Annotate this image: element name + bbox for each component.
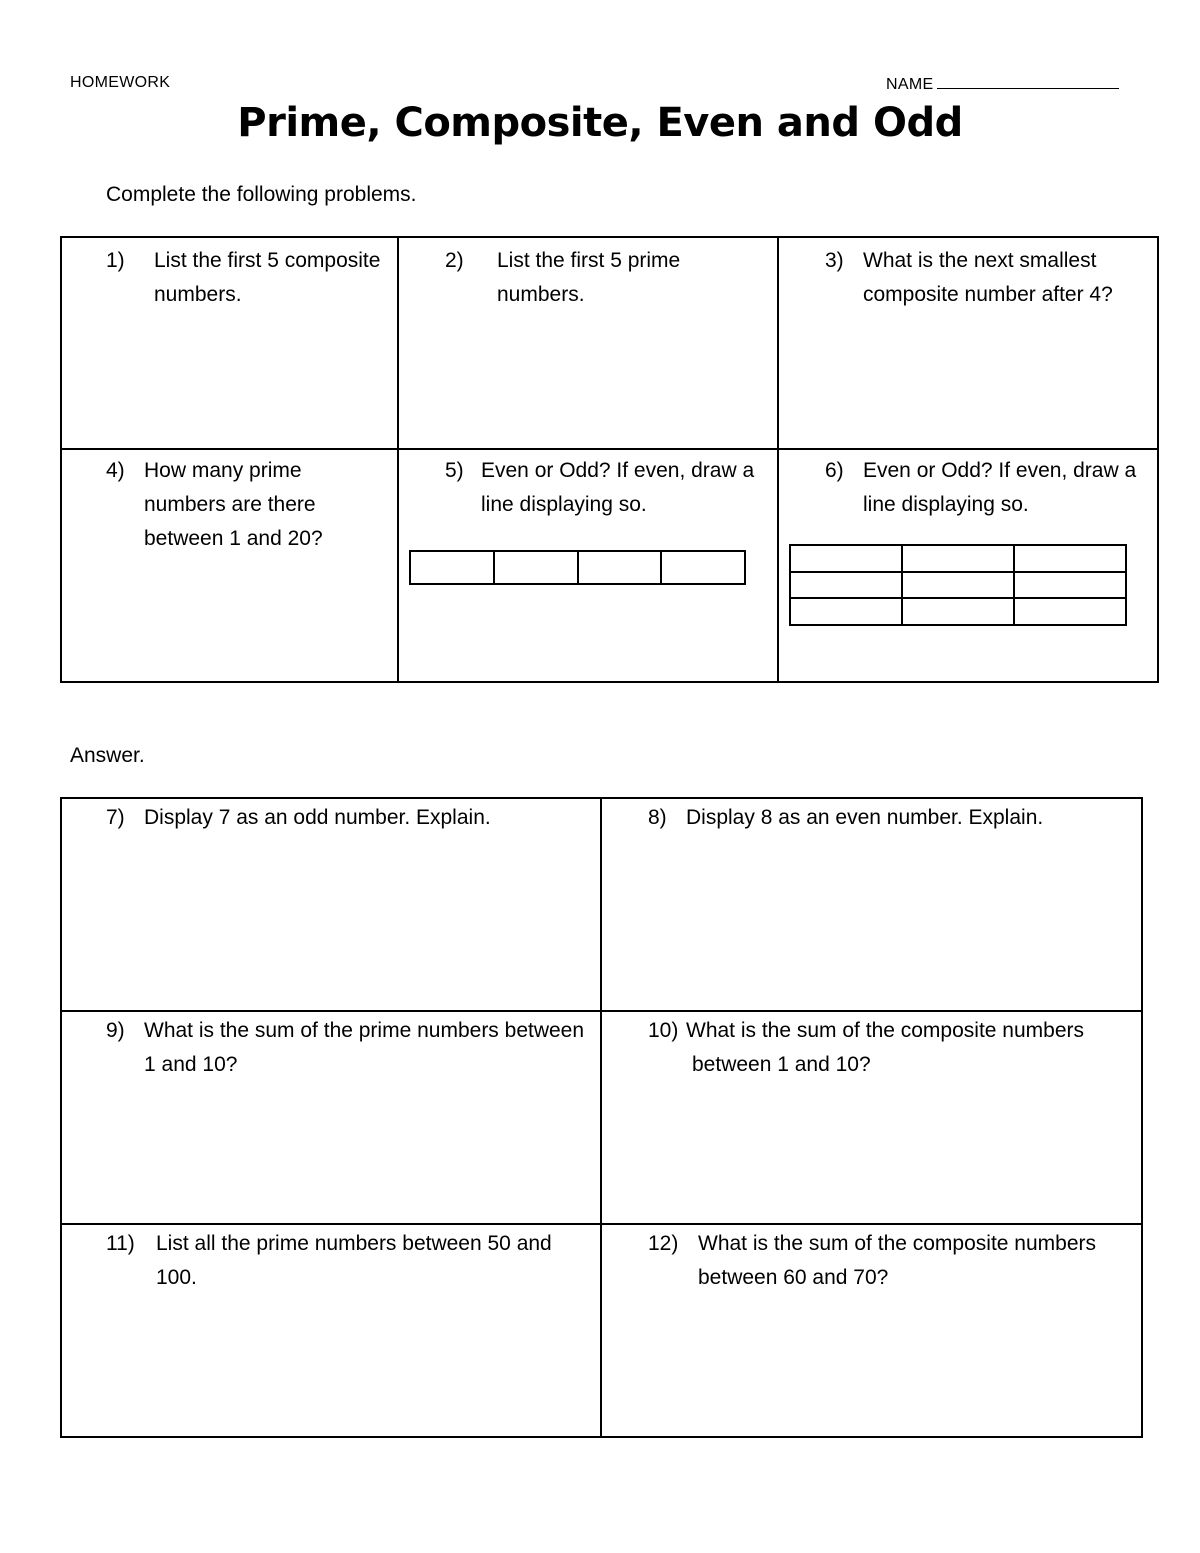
problems-table-top [60, 236, 1159, 683]
grid-cell[interactable] [790, 572, 902, 599]
grid-cell[interactable] [1014, 572, 1126, 599]
problem-number: 5) [445, 459, 464, 482]
problem-cell-12[interactable] [601, 1224, 1142, 1437]
problem-cell-9[interactable] [61, 1011, 601, 1224]
problem-text: Even or Odd? If even, draw a line displaying so. [863, 459, 1137, 516]
problem-text: What is the sum of the prime numbers between 1 and 10? [144, 1019, 585, 1076]
problem-number: 8) [648, 806, 667, 829]
problem-text: List the first 5 prime numbers. [497, 249, 681, 306]
grid-cell[interactable] [902, 572, 1014, 599]
problem-number: 10) [648, 1019, 679, 1042]
problem-cell-1[interactable] [61, 237, 398, 449]
grid-cell[interactable] [790, 598, 902, 625]
problem-number: 1) [106, 249, 125, 272]
bar-cell[interactable] [494, 551, 578, 584]
answer-label: Answer. [70, 744, 145, 767]
bar-model-1x4 [409, 550, 746, 585]
problem-text: List the first 5 composite numbers. [154, 249, 381, 306]
problem-cell-2[interactable] [398, 237, 778, 449]
problem-cell-3[interactable] [778, 237, 1158, 449]
problem-cell-5[interactable] [398, 449, 778, 682]
problems-table-bottom [60, 797, 1143, 1438]
name-field[interactable] [886, 74, 1119, 94]
problem-text: Display 8 as an even number. Explain. [686, 806, 1044, 829]
name-line[interactable] [937, 74, 1119, 89]
problem-text: What is the sum of the composite numbers between 1 and 10? [686, 1019, 1085, 1076]
grid-cell[interactable] [902, 545, 1014, 572]
problem-text: How many prime numbers are there between 1 and 20? [144, 459, 323, 550]
homework-label: HOMEWORK [70, 74, 171, 91]
problem-text: List all the prime numbers between 50 and 100. [156, 1232, 552, 1289]
name-label: NAME [886, 76, 934, 93]
problem-number: 11) [106, 1232, 135, 1255]
problem-number: 3) [825, 249, 844, 272]
grid-cell[interactable] [902, 598, 1014, 625]
problem-cell-10[interactable] [601, 1011, 1142, 1224]
bar-cell[interactable] [410, 551, 494, 584]
problem-number: 4) [106, 459, 125, 482]
problem-number: 6) [825, 459, 844, 482]
problem-text: What is the sum of the composite numbers between 60 and 70? [698, 1232, 1097, 1289]
grid-cell[interactable] [1014, 545, 1126, 572]
problem-number: 9) [106, 1019, 125, 1042]
problem-cell-6[interactable] [778, 449, 1158, 682]
page-title: Prime, Composite, Even and Odd [237, 100, 963, 146]
problem-number: 7) [106, 806, 125, 829]
problem-cell-8[interactable] [601, 798, 1142, 1011]
problem-cell-4[interactable] [61, 449, 398, 682]
bar-cell[interactable] [661, 551, 745, 584]
grid-cell[interactable] [1014, 598, 1126, 625]
grid-cell[interactable] [790, 545, 902, 572]
problem-cell-7[interactable] [61, 798, 601, 1011]
problem-number: 12) [648, 1232, 679, 1255]
problem-text: What is the next smallest composite number after 4? [863, 249, 1113, 306]
instructions: Complete the following problems. [106, 183, 417, 206]
problem-number: 2) [445, 249, 464, 272]
problem-text: Even or Odd? If even, draw a line displaying so. [481, 459, 755, 516]
problem-text: Display 7 as an odd number. Explain. [144, 806, 491, 829]
problem-cell-11[interactable] [61, 1224, 601, 1437]
grid-model-3x3 [789, 544, 1127, 626]
bar-cell[interactable] [578, 551, 662, 584]
